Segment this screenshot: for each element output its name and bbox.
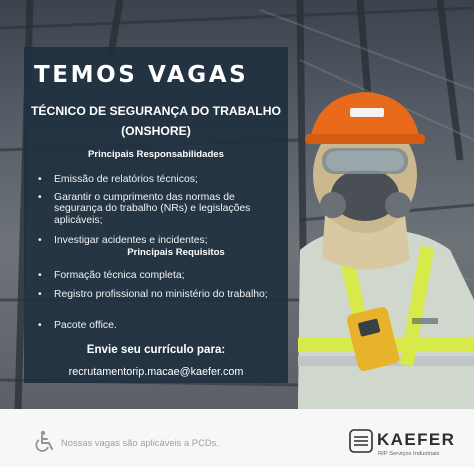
job-title-line2: (ONSHORE) bbox=[121, 124, 191, 138]
footer bbox=[0, 409, 474, 467]
list-item bbox=[38, 289, 282, 300]
list-item bbox=[38, 235, 282, 246]
kaefer-logo-icon bbox=[349, 429, 373, 453]
list-item bbox=[38, 270, 282, 281]
list-item-text: Pacote office. bbox=[54, 320, 117, 331]
bullet-glyph: • bbox=[38, 320, 42, 331]
logo-subtitle: RIP Serviços Industriais bbox=[378, 451, 440, 457]
job-title-line1: TÉCNICO DE SEGURANÇA DO TRABALHO bbox=[30, 104, 282, 118]
list-item-text: Emissão de relatórios técnicos; bbox=[54, 174, 198, 185]
bullet-glyph: • bbox=[38, 270, 42, 281]
list-item-text: Registro profissional no ministério do trabalho; bbox=[54, 289, 268, 300]
headline: TEMOS VAGAS bbox=[34, 62, 249, 88]
list-item bbox=[38, 320, 282, 331]
bullet-glyph: • bbox=[38, 192, 42, 203]
bullet-glyph: • bbox=[38, 235, 42, 246]
list-item bbox=[38, 192, 282, 226]
cta-text: Envie seu currículo para: bbox=[86, 343, 226, 356]
job-panel bbox=[24, 47, 288, 383]
responsibilities-heading: Principais Responsabilidades bbox=[88, 149, 224, 160]
list-item-text: Formação técnica completa; bbox=[54, 270, 185, 281]
bullet-glyph: • bbox=[38, 174, 42, 185]
list-item bbox=[38, 174, 282, 185]
job-title bbox=[24, 101, 288, 141]
worker-figure bbox=[298, 92, 474, 409]
requirements-heading: Principais Requisitos bbox=[127, 247, 225, 258]
pcd-notice: Nossas vagas são aplicáveis a PCDs. bbox=[61, 437, 219, 448]
logo-name: KAEFER bbox=[377, 430, 456, 449]
list-item-text: Garantir o cumprimento das normas de segurança do trabalho (NRs) e legislações aplicáveis; bbox=[54, 192, 251, 226]
list-item-text: Investigar acidentes e incidentes; bbox=[54, 235, 208, 246]
wheelchair-icon bbox=[34, 430, 56, 452]
bullet-glyph: • bbox=[38, 289, 42, 300]
email-link[interactable]: recrutamentorip.macae@kaefer.com bbox=[68, 366, 244, 378]
